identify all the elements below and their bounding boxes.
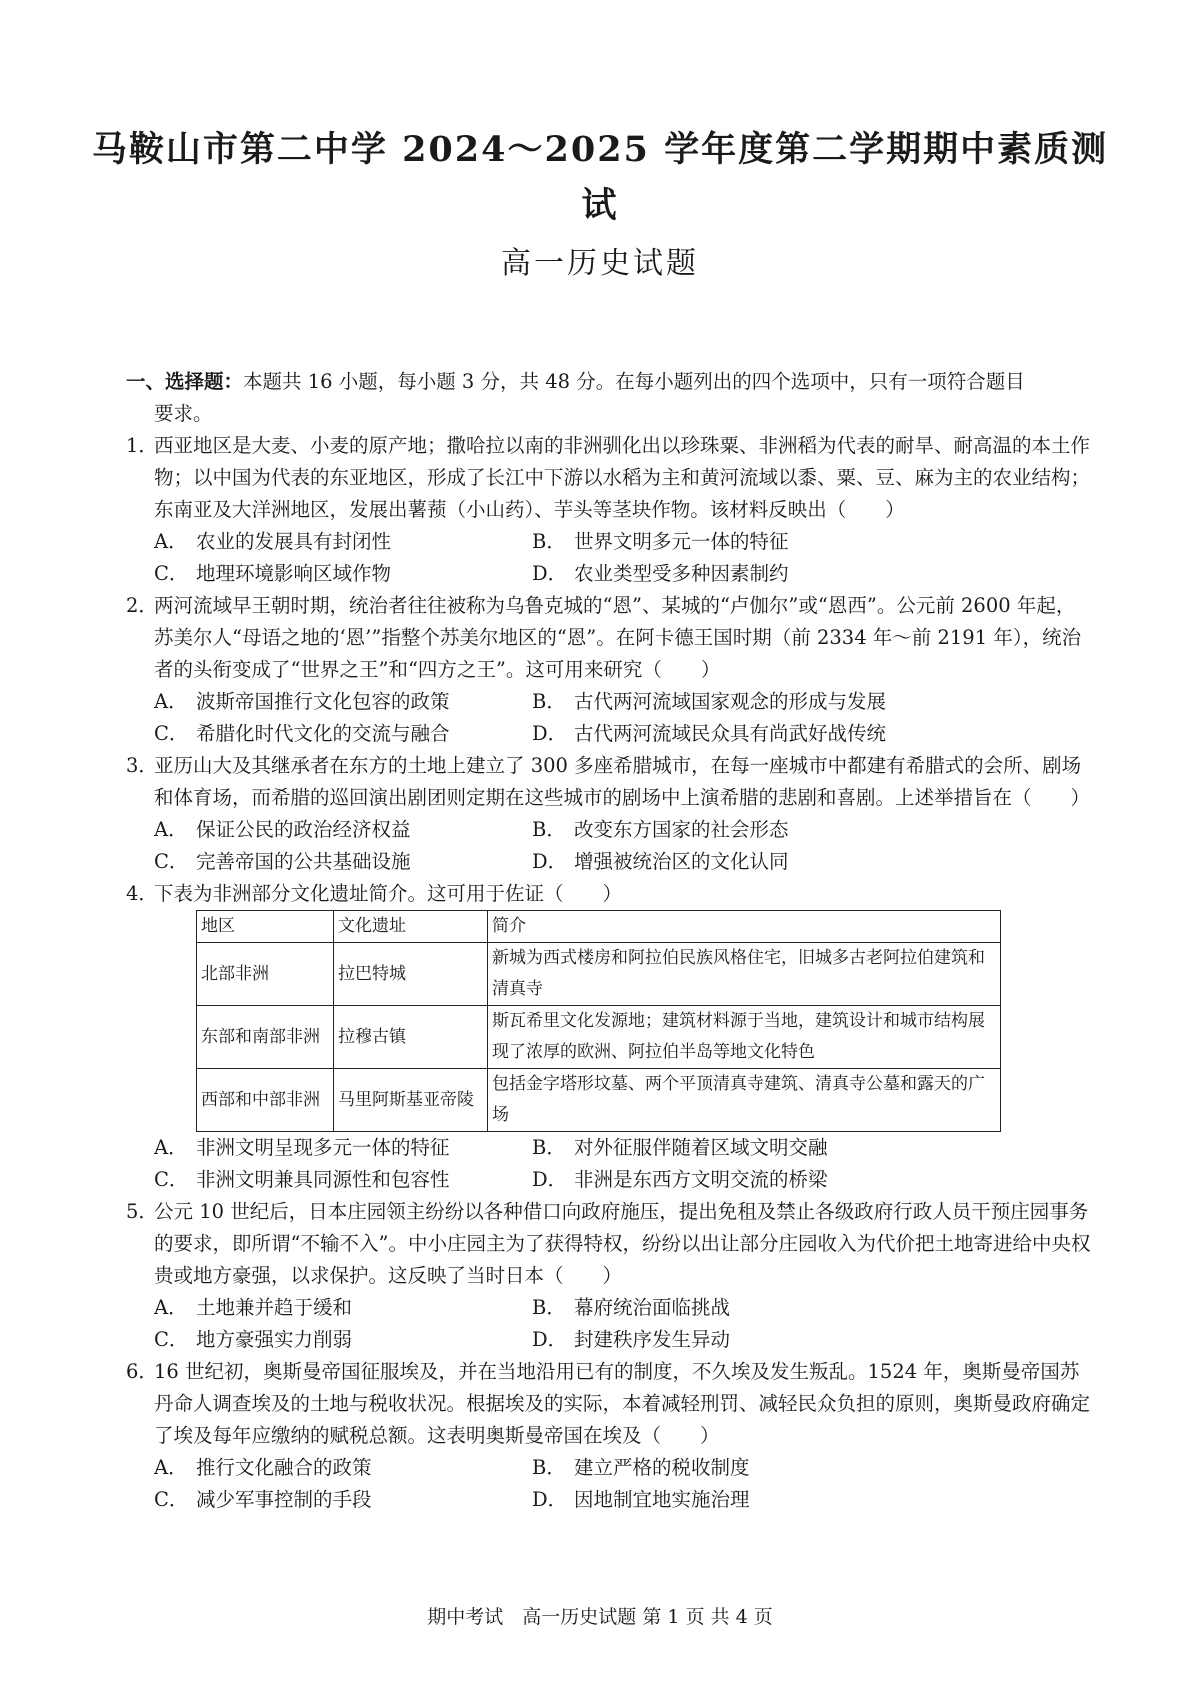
option-a: A． 保证公民的政治经济权益 — [154, 818, 411, 841]
heritage-sites-table — [196, 910, 1001, 1132]
table-cell: 马里阿斯基亚帝陵 — [334, 1069, 488, 1132]
option-a: A． 土地兼并趋于缓和 — [154, 1296, 353, 1319]
option-d: D． 增强被统治区的文化认同 — [532, 850, 789, 873]
option-b: B． 对外征服伴随着区域文明交融 — [532, 1136, 828, 1159]
table-row — [197, 1006, 1001, 1069]
table-cell: 包括金字塔形坟墓、两个平顶清真寺建筑、清真寺公墓和露天的广场 — [488, 1069, 1001, 1132]
table-cell: 斯瓦希里文化发源地；建筑材料源于当地，建筑设计和城市结构展现了浓厚的欧洲、阿拉伯半岛等地文化特色 — [488, 1006, 1001, 1069]
table-cell: 北部非洲 — [197, 943, 334, 1006]
question-stem: 公元 10 世纪后，日本庄园领主纷纷以各种借口向政府施压，提出免租及禁止各级政府行政人员干预庄园事务的要求，即所谓“不输不入”。中小庄园主为了获得特权，纷纷以出让部分庄园收入为代价把土地寄进给中央权贵或地方豪强，以求保护。这反映了当时日本（ ） — [154, 1200, 1091, 1287]
option-d: D． 农业类型受多种因素制约 — [532, 562, 789, 585]
table-row — [197, 1069, 1001, 1132]
question-6 — [126, 1356, 1091, 1452]
question-1 — [126, 430, 1091, 526]
option-a: A． 推行文化融合的政策 — [154, 1456, 372, 1479]
question-number: 6． — [126, 1360, 158, 1383]
option-a: A． 非洲文明呈现多元一体的特征 — [154, 1136, 450, 1159]
exam-title-line1: 马鞍山市第二中学 2024～2025 学年度第二学期期中素质测 — [91, 129, 1109, 170]
exam-subtitle: 高一历史试题 — [501, 246, 699, 281]
question-number: 2． — [126, 594, 158, 617]
exam-content — [126, 366, 1091, 1516]
table-cell: 西部和中部非洲 — [197, 1069, 334, 1132]
exam-title-line2: 试 — [581, 185, 619, 226]
option-c: C． 完善帝国的公共基础设施 — [154, 850, 411, 873]
table-cell: 东部和南部非洲 — [197, 1006, 334, 1069]
option-b: B． 世界文明多元一体的特征 — [532, 530, 789, 553]
section-text-line1: 本题共 16 小题，每小题 3 分，共 48 分。在每小题列出的四个选项中，只有一项符合题目 — [243, 370, 1025, 393]
question-1-options — [126, 526, 1091, 590]
table-header-cell: 简介 — [488, 911, 1001, 943]
option-c: C． 非洲文明兼具同源性和包容性 — [154, 1168, 450, 1191]
table-header-row — [197, 911, 1001, 943]
table-cell: 拉穆古镇 — [334, 1006, 488, 1069]
table-row — [197, 943, 1001, 1006]
option-d: D． 封建秩序发生异动 — [532, 1328, 731, 1351]
option-b: B． 幕府统治面临挑战 — [532, 1296, 731, 1319]
option-c: C． 减少军事控制的手段 — [154, 1488, 372, 1511]
question-6-options — [126, 1452, 1091, 1516]
section-instructions — [126, 366, 1091, 430]
question-5-options — [126, 1292, 1091, 1356]
question-4-options — [126, 1132, 1091, 1196]
question-5 — [126, 1196, 1091, 1292]
table-cell: 拉巴特城 — [334, 943, 488, 1006]
option-d: D． 非洲是东西方文明交流的桥梁 — [532, 1168, 828, 1191]
table-header-cell: 地区 — [197, 911, 334, 943]
question-stem: 西亚地区是大麦、小麦的原产地；撒哈拉以南的非洲驯化出以珍珠粟、非洲稻为代表的耐旱、耐高温的本土作物；以中国为代表的东亚地区，形成了长江中下游以水稻为主和黄河流域以黍、粟、豆、麻为主的农业结构；东南亚及大洋洲地区，发展出薯蓣（小山药）、芋头等茎块作物。该材料反映出（ ） — [154, 434, 1091, 521]
question-number: 3． — [126, 754, 158, 777]
question-2-options — [126, 686, 1091, 750]
option-b: B． 建立严格的税收制度 — [532, 1456, 750, 1479]
option-a: A． 波斯帝国推行文化包容的政策 — [154, 690, 450, 713]
question-4 — [126, 878, 1091, 910]
question-number: 5． — [126, 1200, 158, 1223]
option-d: D． 古代两河流域民众具有尚武好战传统 — [532, 722, 887, 745]
question-number: 4． — [126, 882, 158, 905]
option-c: C． 地理环境影响区域作物 — [154, 562, 392, 585]
question-3 — [126, 750, 1091, 814]
option-c: C． 地方豪强实力削弱 — [154, 1328, 353, 1351]
question-number: 1． — [126, 434, 158, 457]
question-stem: 亚历山大及其继承者在东方的土地上建立了 300 多座希腊城市，在每一座城市中都建有希腊式的会所、剧场和体育场，而希腊的巡回演出剧团则定期在这些城市的剧场中上演希腊的悲剧和喜剧。上述举措旨在（ ） — [154, 754, 1091, 809]
table-header-cell: 文化遗址 — [334, 911, 488, 943]
option-d: D． 因地制宜地实施治理 — [532, 1488, 750, 1511]
option-a: A． 农业的发展具有封闭性 — [154, 530, 392, 553]
option-b: B． 古代两河流域国家观念的形成与发展 — [532, 690, 887, 713]
table-cell: 新城为西式楼房和阿拉伯民族风格住宅，旧城多古老阿拉伯建筑和清真寺 — [488, 943, 1001, 1006]
option-c: C． 希腊化时代文化的交流与融合 — [154, 722, 450, 745]
question-3-options — [126, 814, 1091, 878]
page-footer: 期中考试 高一历史试题 第 1 页 共 4 页 — [427, 1606, 773, 1628]
question-2 — [126, 590, 1091, 686]
section-lead: 一、选择题： — [126, 370, 244, 393]
question-stem: 16 世纪初，奥斯曼帝国征服埃及，并在当地沿用已有的制度，不久埃及发生叛乱。1524 年，奥斯曼帝国苏丹命人调查埃及的土地与税收状况。根据埃及的实际，本着减轻刑罚、减轻民众负担的原则，奥斯曼政府确定了埃及每年应缴纳的赋税总额。这表明奥斯曼帝国在埃及（ ） — [154, 1360, 1091, 1447]
section-text-line2: 要求。 — [154, 402, 213, 425]
option-b: B． 改变东方国家的社会形态 — [532, 818, 789, 841]
question-stem: 两河流域早王朝时期，统治者往往被称为乌鲁克城的“恩”、某城的“卢伽尔”或“恩西”。公元前 2600 年起，苏美尔人“母语之地的‘恩’”指整个苏美尔地区的“恩”。在阿卡德王国时期（前 2334 年～前 2191 年），统治者的头衔变成了“世界之王”和“四方之王”。这可用来研究（ ） — [154, 594, 1082, 681]
question-stem: 下表为非洲部分文化遗址简介。这可用于佐证（ ） — [154, 882, 623, 905]
